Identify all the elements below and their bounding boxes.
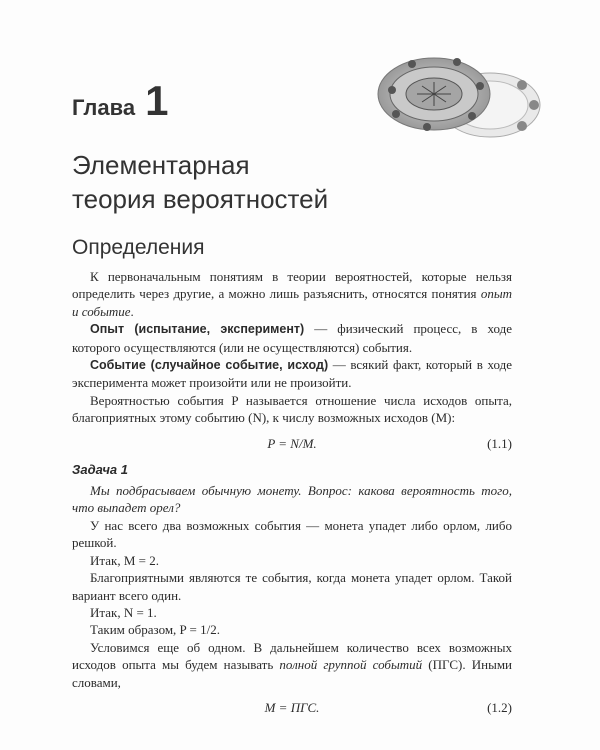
task-final xyxy=(72,639,512,691)
task-final-end: (ПГС). Иными словами, xyxy=(72,657,513,690)
term-experiment: Опыт (испытание, эксперимент) xyxy=(90,322,305,337)
chapter-heading xyxy=(72,77,169,124)
paragraph-2 xyxy=(72,320,512,356)
formula-1-2-number: (1.2) xyxy=(487,699,512,715)
formula-1-1-expr: P = N/M. xyxy=(267,435,317,451)
chapter-title xyxy=(72,148,328,216)
formula-1-2 xyxy=(72,699,512,717)
chapter-label: Глава xyxy=(72,95,136,120)
formula-1-1-number: (1.1) xyxy=(487,435,512,451)
p2-text: — физический процесс, в ходе которого осуществляются (или не осуществляются) события. xyxy=(72,321,512,355)
formula-1-2-expr: M = ПГС. xyxy=(264,699,320,715)
paragraph-4: Вероятностью события P называется отношение числа исходов опыта, благоприятных этому событию (N), к числу возможных исходов (M): xyxy=(72,392,512,426)
task-title: Задача 1 xyxy=(72,461,129,477)
p3-text: — всякий факт, который в ходе эксперимента может произойти или не произойти. xyxy=(72,357,512,391)
section-title: Определения xyxy=(72,236,205,259)
task-line-2: Итак, M = 2. xyxy=(90,552,159,568)
task-final-start: Условимся еще об одном. В дальнейшем количество всех возможных исходов опыта мы будем называть xyxy=(72,639,512,673)
p1-end: . xyxy=(130,303,134,319)
task-line-4: Итак, N = 1. xyxy=(90,604,157,620)
task-line-1: У нас всего два возможных события — монета упадет либо орлом, либо решкой. xyxy=(72,517,512,551)
p1-text: К первоначальным понятиям в теории вероятностей, которые нельзя определить через другие, а можно лишь разъяснить, относятся понятия xyxy=(72,269,512,302)
formula-1-1 xyxy=(72,435,512,453)
task-final-italic: полной группой событий xyxy=(279,657,423,673)
p1-italic: опыт и событие xyxy=(72,286,513,319)
term-event: Событие (случайное событие, исход) xyxy=(90,358,329,373)
body-text xyxy=(72,268,512,725)
task-question: Мы подбрасываем обычную монету. Вопрос: какова вероятность того, что выпадет орел? xyxy=(72,483,512,516)
chapter-title-line2: теория вероятностей xyxy=(72,184,329,214)
chapter-title-line1: Элементарная xyxy=(72,150,250,180)
task-line-5: Таким образом, P = 1/2. xyxy=(90,622,220,638)
casino-chips-illustration xyxy=(372,50,542,150)
paragraph-1 xyxy=(72,268,512,320)
task-line-3: Благоприятными являются те события, когда монета упадет орлом. Такой вариант всего один. xyxy=(72,570,512,603)
chapter-number: 1 xyxy=(145,77,169,124)
paragraph-3 xyxy=(72,356,512,392)
